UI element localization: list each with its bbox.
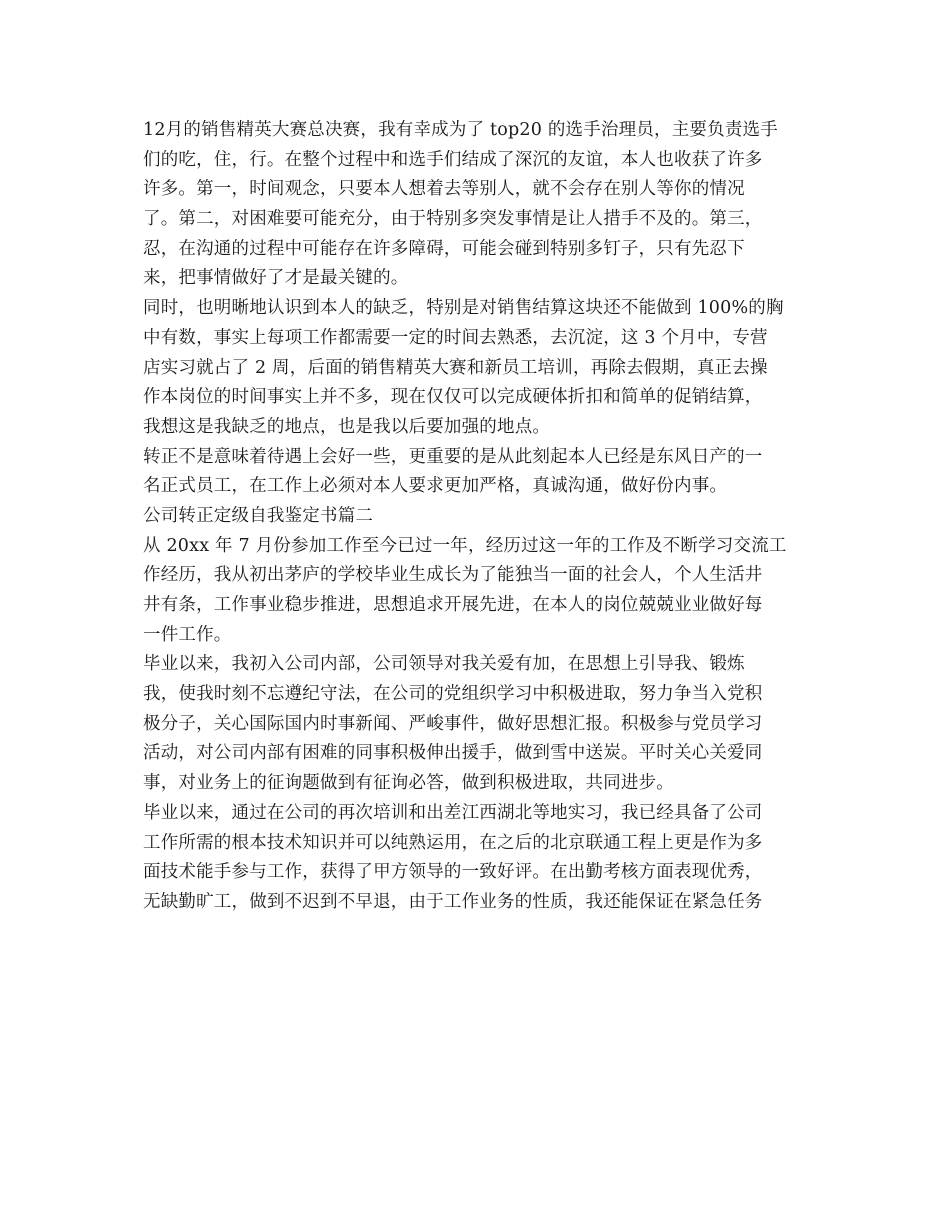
text-line: 面技术能手参与工作，获得了甲方领导的一致好评。在出勤考核方面表现优秀，: [143, 862, 763, 883]
text-line: 作本岗位的时间事实上并不多，现在仅仅可以完成硬体折扣和简单的促销结算，: [143, 387, 763, 408]
text-line: 12月的销售精英大赛总决赛，我有幸成为了 top20 的选手治理员，主要负责选手: [143, 120, 778, 140]
text-line: 们的吃，住，行。在整个过程中和选手们结成了深沉的友谊，本人也收获了许多: [143, 149, 763, 170]
text-line: 井有条，工作事业稳步推进，思想追求开展先进，在本人的岗位兢兢业业做好每: [143, 595, 763, 615]
text-line: 无缺勤旷工，做到不迟到不早退，由于工作业务的性质，我还能保证在紧急任务: [143, 891, 763, 912]
text-line: 事，对业务上的征询题做到有征询必答，做到积极进取，共同进步。: [143, 773, 674, 794]
text-line: 我想这是我缺乏的地点，也是我以后要加强的地点。: [143, 416, 551, 437]
text-line: 店实习就占了 2 周，后面的销售精英大赛和新员工培训，再除去假期，真正去操: [143, 357, 768, 378]
text-line: 来，把事情做好了才是最关键的。: [143, 268, 409, 289]
text-line: 从 20xx 年 7 月份参加工作至今已过一年，经历过这一年的工作及不断学习交流工: [143, 535, 787, 556]
section-heading: 公司转正定级自我鉴定书篇二: [143, 505, 374, 526]
text-line: 活动，对公司内部有困难的同事积极伸出援手，做到雪中送炭。平时关心关爱同: [143, 743, 763, 764]
text-line: 了。第二，对困难要可能充分，由于特别多突发事情是让人措手不及的。第三，: [143, 209, 763, 230]
text-line: 许多。第一，时间观念，只要本人想着去等别人，就不会存在别人等你的情况: [143, 179, 745, 200]
text-line: 忍，在沟通的过程中可能存在许多障碍，可能会碰到特别多钉子，只有先忍下: [143, 238, 745, 259]
text-line: 极分子，关心国际国内时事新闻、严峻事件，做好思想汇报。积极参与党员学习: [143, 713, 763, 734]
text-line: 作经历，我从初出茅庐的学校毕业生成长为了能独当一面的社会人，个人生活井: [143, 565, 763, 586]
text-line: 中有数，事实上每项工作都需要一定的时间去熟悉，去沉淀，这 3 个月中，专营: [143, 327, 768, 348]
document-body: [143, 116, 803, 918]
text-line: 工作所需的根本技术知识并可以纯熟运用，在之后的北京联通工程上更是作为多: [143, 832, 763, 853]
text-line: 毕业以来，我初入公司内部，公司领导对我关爱有加，在思想上引导我、锻炼: [143, 654, 745, 675]
text-line: 名正式员工，在工作上必须对本人要求更加严格，真诚沟通，做好份内事。: [143, 476, 728, 497]
text-line: 同时，也明晰地认识到本人的缺乏，特别是对销售结算这块还不能做到 100%的胸: [143, 298, 784, 319]
text-line: 我，使我时刻不忘遵纪守法，在公司的党组织学习中积极进取，努力争当入党积: [143, 684, 763, 705]
text-line: 一件工作。: [143, 624, 232, 645]
text-line: 转正不是意味着待遇上会好一些，更重要的是从此刻起本人已经是东风日产的一: [143, 446, 763, 467]
text-line: 毕业以来，通过在公司的再次培训和出差江西湖北等地实习，我已经具备了公司: [143, 802, 763, 823]
